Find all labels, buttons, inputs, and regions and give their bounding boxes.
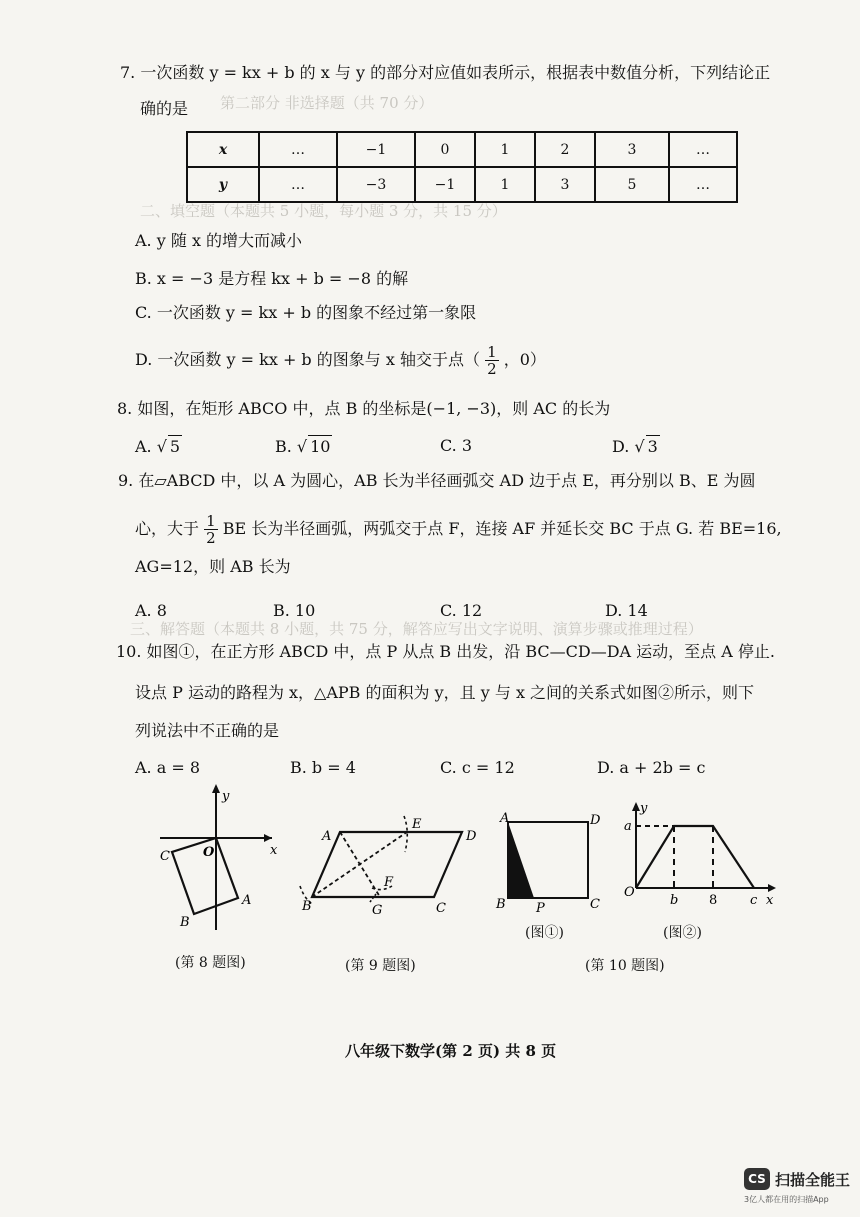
scanner-tagline: 3亿人都在用的扫描App — [744, 1195, 829, 1204]
bleed-text: 第二部分 非选择题（共 70 分） — [220, 94, 434, 112]
label-f: F — [384, 875, 394, 890]
arrow-head-icon — [632, 802, 640, 811]
label-c: c — [750, 893, 758, 908]
q10-option-b: B. b = 4 — [290, 758, 356, 777]
table-row — [187, 167, 737, 202]
table-cell: −1 — [415, 167, 475, 202]
q9-stem-line1: 9. 在▱ABCD 中，以 A 为圆心，AB 长为半径画弧交 AD 边于点 E，再分别以 B、E 为圆 — [118, 471, 756, 490]
sqrt-radicand: 5 — [169, 437, 181, 456]
label-g: G — [372, 903, 383, 918]
label-y: y — [222, 789, 230, 804]
q8-option-b: B. √ 10 — [275, 437, 331, 456]
figure-9 — [300, 816, 477, 918]
label-eight: 8 — [709, 893, 718, 908]
option-letter: A. — [135, 437, 152, 456]
q10-option-c: C. c = 12 — [440, 758, 515, 777]
q7-option-b: B. x = −3 是方程 kx + b = −8 的解 — [135, 269, 409, 288]
q8-option-c: C. 3 — [440, 436, 473, 455]
figure-8-caption: (第 8 题图) — [175, 955, 246, 971]
q9-line2-suffix: BE 长为半径画弧，两弧交于点 F，连接 AF 并延长交 BC 于点 G. 若 BE=16, — [222, 519, 782, 538]
figure-10-1-caption: (图①) — [525, 925, 564, 941]
bleed-text: 三、解答题（本题共 8 小题，共 75 分，解答应写出文字说明、演算步骤或推理过程） — [130, 620, 703, 638]
label-b: B — [302, 899, 312, 914]
label-x: x — [270, 843, 278, 858]
label-c: C — [436, 901, 446, 916]
label-b: b — [670, 893, 679, 908]
label-o: O — [624, 885, 635, 900]
label-x: x — [766, 893, 774, 908]
q9-option-a: A. 8 — [135, 601, 167, 620]
figure-8 — [160, 784, 278, 930]
table-cell: … — [259, 167, 337, 202]
fraction-numerator: 1 — [487, 343, 497, 361]
label-a: A — [500, 811, 510, 826]
sqrt-radicand: 10 — [310, 437, 331, 456]
sqrt-radicand: 3 — [647, 437, 658, 456]
label-p: P — [536, 901, 545, 916]
q9-line2-prefix: 心，大于 — [135, 519, 200, 538]
label-o: O — [203, 845, 215, 860]
q9-option-d: D. 14 — [605, 601, 648, 620]
table-row — [187, 132, 737, 167]
table-cell: −1 — [337, 132, 415, 167]
table-cell: x — [187, 132, 259, 167]
page-footer: 八年级下数学(第 2 页) 共 8 页 — [345, 1042, 557, 1060]
q7-option-d-suffix: ，0） — [503, 350, 546, 369]
scanner-app-name: 扫描全能王 — [775, 1170, 851, 1189]
table-cell: 3 — [595, 132, 669, 167]
q10-stem-line2: 设点 P 运动的路程为 x，△APB 的面积为 y，且 y 与 x 之间的关系式如图②所示，则下 — [135, 683, 755, 702]
shaded-triangle-apb — [508, 822, 534, 898]
q8-stem: 8. 如图，在矩形 ABCO 中，点 B 的坐标是(−1, −3)，则 AC 的长为 — [117, 399, 611, 418]
q10-stem-line3: 列说法中不正确的是 — [135, 721, 280, 740]
fraction — [204, 513, 218, 546]
q7-option-a: A. y 随 x 的增大而减小 — [135, 231, 303, 250]
table-cell: … — [669, 132, 737, 167]
q10-stem-line1: 10. 如图①，在正方形 ABCD 中，点 P 从点 B 出发，沿 BC—CD—DA 运动，至点 A 停止. — [116, 642, 775, 661]
label-a: A — [242, 893, 252, 908]
option-letter: B. — [275, 437, 292, 456]
q10-option-d: D. a + 2b = c — [597, 758, 706, 777]
table-cell: 1 — [475, 167, 535, 202]
q7-value-table — [186, 131, 738, 203]
table-cell: 0 — [415, 132, 475, 167]
q9-stem-line3: AG=12，则 AB 长为 — [135, 557, 291, 576]
q9-option-b: B. 10 — [273, 601, 316, 620]
figures-panel — [0, 780, 860, 980]
arrow-head-icon — [264, 834, 272, 842]
label-b: B — [180, 915, 190, 930]
label-a: A — [322, 829, 332, 844]
fraction-numerator: 1 — [206, 512, 216, 530]
arrow-head-icon — [768, 884, 776, 892]
arrow-head-icon — [212, 784, 220, 793]
bleed-text: 二、填空题（本题共 5 小题，每小题 3 分，共 15 分） — [140, 202, 507, 220]
figure-9-caption: (第 9 题图) — [345, 958, 416, 974]
label-d: D — [590, 813, 601, 828]
q7-stem-line1: 7. 一次函数 y = kx + b 的 x 与 y 的部分对应值如表所示，根据表中数值分析，下列结论正 — [120, 63, 771, 82]
q7-option-c: C. 一次函数 y = kx + b 的图象不经过第一象限 — [135, 303, 477, 322]
q10-option-a: A. a = 8 — [135, 758, 201, 777]
fraction-denominator: 2 — [487, 360, 497, 378]
table-cell: 1 — [475, 132, 535, 167]
label-y: y — [640, 801, 648, 816]
q7-stem-line2: 确的是 — [140, 99, 189, 118]
q9-stem-line2 — [135, 513, 782, 546]
option-letter: D. — [612, 437, 630, 456]
table-cell: 5 — [595, 167, 669, 202]
label-d: D — [466, 829, 477, 844]
q7-option-d — [135, 344, 546, 377]
figure-10-2-caption: (图②) — [663, 925, 702, 941]
graph-line — [636, 826, 754, 888]
table-cell: 2 — [535, 132, 595, 167]
fraction-denominator: 2 — [206, 529, 216, 547]
table-cell: … — [669, 167, 737, 202]
scanner-watermark — [744, 1168, 850, 1190]
label-e: E — [412, 817, 422, 832]
q9-option-c: C. 12 — [440, 601, 483, 620]
table-cell: 3 — [535, 167, 595, 202]
label-b: B — [496, 897, 506, 912]
q7-option-d-prefix: D. 一次函数 y = kx + b 的图象与 x 轴交于点（ — [135, 350, 480, 369]
table-cell: … — [259, 132, 337, 167]
scanner-logo-icon: CS — [744, 1168, 770, 1190]
label-c: C — [590, 897, 600, 912]
fraction — [485, 344, 499, 377]
q8-option-a: A. √ 5 — [135, 437, 181, 456]
table-cell: −3 — [337, 167, 415, 202]
label-c: C — [160, 849, 170, 864]
figure-10-caption: (第 10 题图) — [585, 958, 665, 974]
figure-10-1 — [495, 811, 601, 916]
table-cell: y — [187, 167, 259, 202]
q8-option-d: D. √ 3 — [612, 437, 658, 456]
label-a: a — [624, 819, 632, 834]
figure-10-2 — [624, 801, 776, 908]
